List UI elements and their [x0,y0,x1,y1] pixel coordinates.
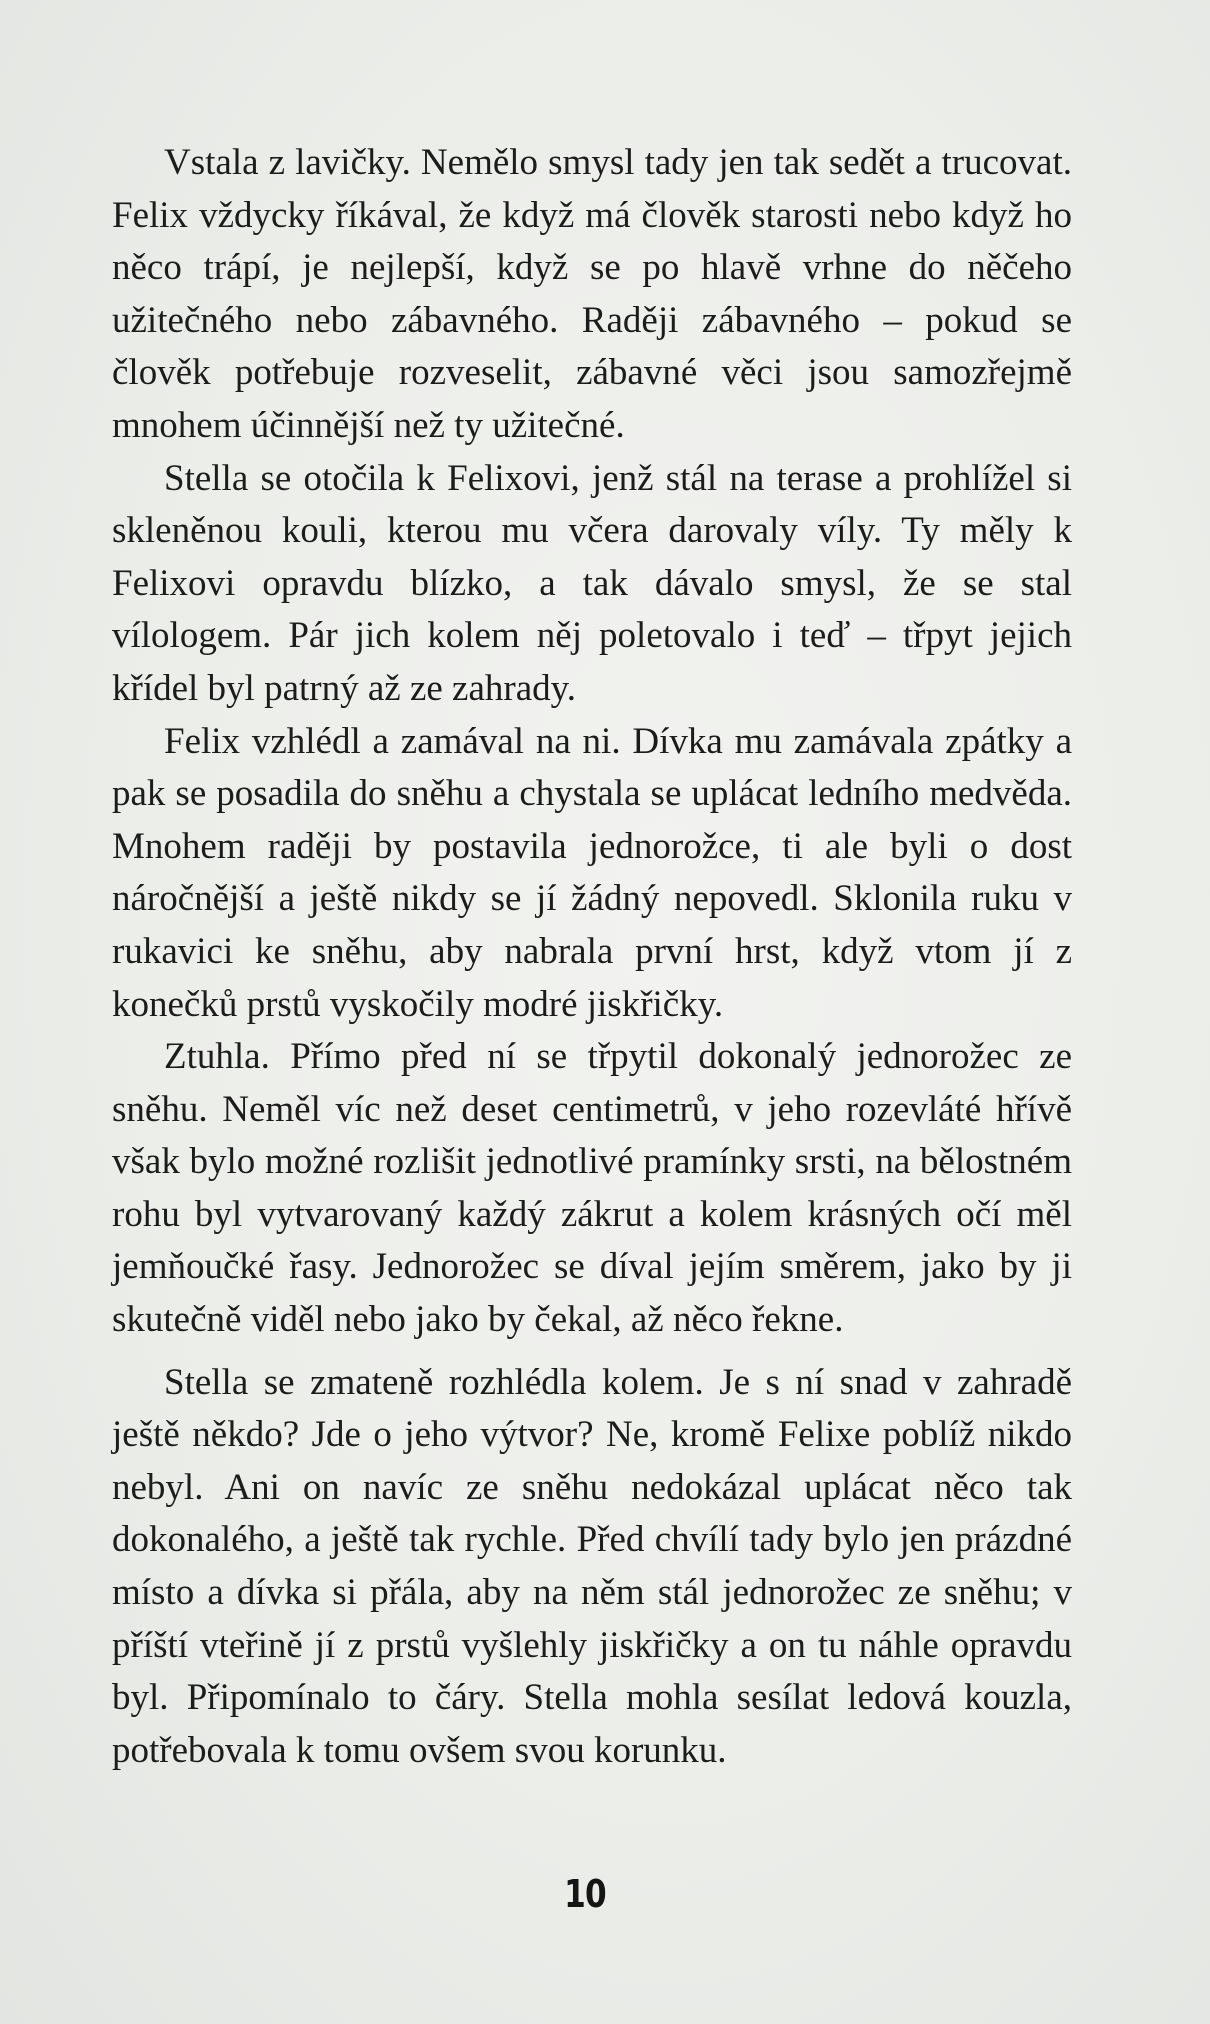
paragraph-4: Ztuhla. Přímo před ní se třpytil dokonalý jednorožec ze sněhu. Neměl víc než deset centimetrů, v jeho rozevláté hřívě však bylo možné rozlišit jednotlivé pramínky srsti, na bělostném rohu byl vytvarovaný každý zákrut a kolem krásných očí měl jemňoučké řasy. Jednorožec se díval jejím směrem, jako by ji skutečně viděl nebo jako by čekal, až něco řekne. [112,1036,1072,1341]
paragraph-1: Vstala z lavičky. Nemělo smysl tady jen tak sedět a trucovat. Felix vždycky říkával, že když má člověk starosti nebo když ho něco trápí, je nejlepší, když se po hlavě vrhne do něčeho užitečného nebo zábavného. Raději zábavného – pokud se člověk potřebuje rozveselit, zábavné věci jsou samozřejmě mnohem účinnější než ty užitečné. [112,142,1072,446]
body-text [112,137,1072,1777]
paragraph-5: Stella se zmateně rozhlédla kolem. Je s ní snad v zahradě ještě někdo? Jde o jeho výtvor? Ne, kromě Felixe poblíž nikdo nebyl. Ani on navíc ze sněhu nedokázal uplácat něco tak dokonalého, a ještě tak rychle. Před chvílí tady bylo jen prázdné místo a dívka si přála, aby na něm stál jednorožec ze sněhu; v příští vteřině jí z prstů vyšlehly jiskřičky a on tu náhle opravdu byl. Připomínalo to čáry. Stella mohla sesílat ledová kouzla, potřebovala k tomu ovšem svou korunku. [112,1361,1072,1771]
paragraph-3: Felix vzhlédl a zamával na ni. Dívka mu zamávala zpátky a pak se posadila do sněhu a chystala se uplácat ledního medvěda. Mnohem raději by postavila jednorožce, ti ale byli o dost náročnější a ještě nikdy se jí žádný nepovedl. Sklonila ruku v rukavici ke sněhu, aby nabrala první hrst, když vtom jí z konečků prstů vyskočily modré jiskřičky. [112,720,1072,1025]
page-number: 10 [564,1872,606,1916]
paragraph-2: Stella se otočila k Felixovi, jenž stál na terase a prohlížel si skleněnou kouli, kterou mu včera darovaly víly. Ty měly k Felixovi opravdu blízko, a tak dávalo smysl, že se stal vílologem. Pár jich kolem něj poletovalo i teď – třpyt jejich křídel byl patrný až ze zahrady. [112,457,1072,709]
